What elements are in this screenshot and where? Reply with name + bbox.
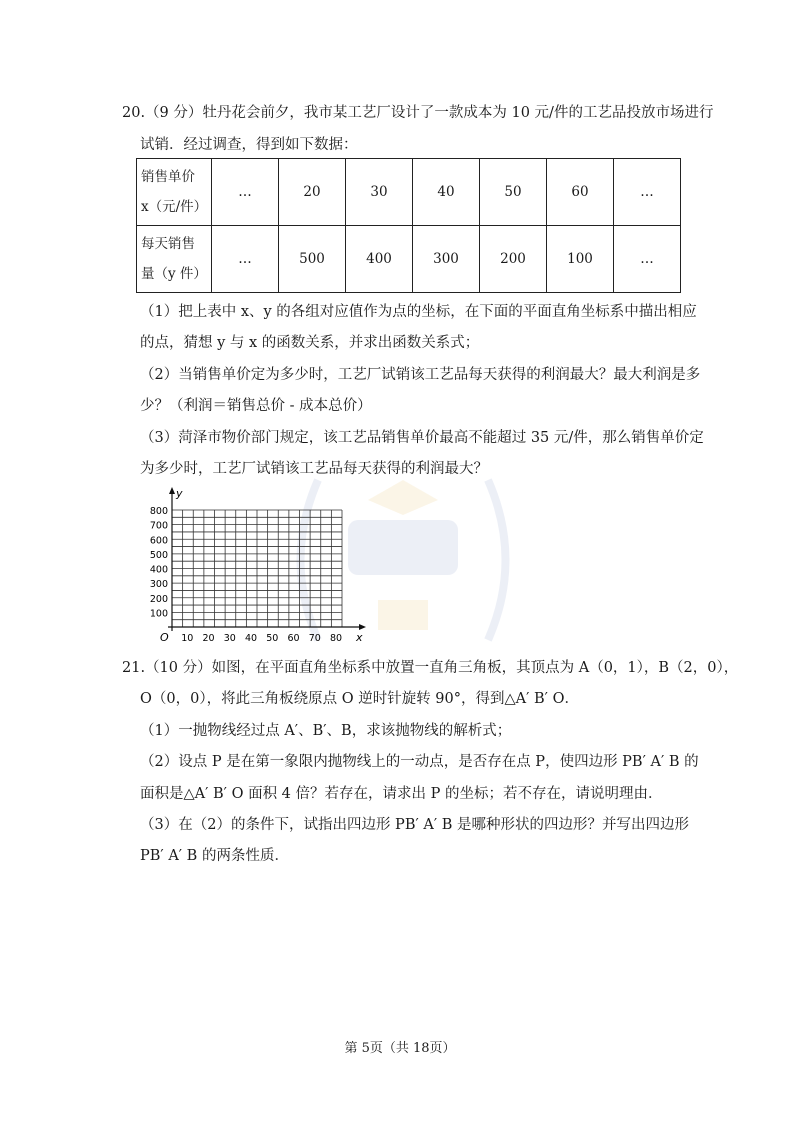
table-cell: 60 <box>547 159 614 226</box>
y-tick-label: 400 <box>149 564 168 576</box>
table-cell: 30 <box>346 159 413 226</box>
q21-part2-line-1: （2）设点 P 是在第一象限内抛物线上的一动点，是否存在点 P，使四边形 PB′ A′ B 的 <box>140 754 699 770</box>
table-cell: … <box>212 226 279 293</box>
x-tick-label: 50 <box>266 633 279 644</box>
table-cell: … <box>614 159 681 226</box>
q20-stem-line-2: 试销．经过调查，得到如下数据： <box>140 137 358 153</box>
q21-stem-line-1: 21.（10 分）如图，在平面直角坐标系中放置一直角三角板，其顶点为 A（0，1），B（2，0）， <box>122 660 739 676</box>
y-tick-label: 800 <box>149 506 168 517</box>
y-tick-label: 700 <box>149 520 168 532</box>
table-cell: 40 <box>413 159 480 226</box>
q20-stem-line-1: 20.（9 分）牡丹花会前夕，我市某工艺厂设计了一款成本为 10 元/件的工艺品投放市场进行 <box>122 105 714 121</box>
x-tick-label: 60 <box>287 633 300 644</box>
table-cell: 200 <box>480 226 547 293</box>
y-axis-label: y <box>176 487 183 500</box>
page-number: 第 5页（共 18页） <box>344 1041 456 1056</box>
y-tick-label: 300 <box>149 579 168 591</box>
y-tick-label: 200 <box>149 593 168 605</box>
q21-part2-line-2: 面积是△A′ B′ O 面积 4 倍？若存在，请求出 P 的坐标；若不存在，请说明理由． <box>140 786 663 802</box>
table-cell: … <box>614 226 681 293</box>
q21-part1: （1）一抛物线经过点 A′、B′、B，求该抛物线的解析式； <box>140 723 512 739</box>
table-cell: 50 <box>480 159 547 226</box>
table-cell: … <box>212 159 279 226</box>
x-tick-label: 20 <box>202 633 215 644</box>
q20-data-table <box>136 158 681 293</box>
y-tick-label: 100 <box>149 608 168 620</box>
table-cell: 20 <box>279 159 346 226</box>
y-axis-arrow-icon <box>169 487 175 494</box>
price-header-line-1: 销售单价 <box>141 169 195 185</box>
x-tick-labels <box>181 633 342 644</box>
sales-header-cell <box>137 226 212 293</box>
q20-part3-line-2: 为多少时，工艺厂试销该工艺品每天获得的利润最大？ <box>140 461 488 477</box>
q20-part2-line-2: 少？（利润＝销售总价 - 成本总价） <box>140 398 372 414</box>
table-row-price <box>137 159 681 226</box>
table-cell: 400 <box>346 226 413 293</box>
x-tick-label: 10 <box>181 633 194 644</box>
table-cell: 100 <box>547 226 614 293</box>
table-cell: 500 <box>279 226 346 293</box>
y-tick-label: 600 <box>149 535 168 547</box>
grid-lines <box>172 510 342 627</box>
q20-part1-line-2: 的点，猜想 y 与 x 的函数关系，并求出函数关系式； <box>140 335 480 351</box>
price-header-line-2: x（元/件） <box>141 199 208 215</box>
sales-header-line-2: 量（y 件） <box>141 266 207 282</box>
sales-header-line-1: 每天销售 <box>141 236 195 252</box>
x-tick-label: 80 <box>329 633 343 644</box>
x-axis-arrow-icon <box>359 624 366 630</box>
origin-label: O <box>160 631 169 644</box>
q20-part2-line-1: （2）当销售单价定为多少时，工艺厂试销该工艺品每天获得的利润最大？最大利润是多 <box>140 367 701 383</box>
q21-part3-line-1: （3）在（2）的条件下，试指出四边形 PB′ A′ B 是哪种形状的四边形？并写出四边形 <box>140 817 690 833</box>
q21-stem-line-2: O（0，0），将此三角板绕原点 O 逆时针旋转 90°，得到△A′ B′ O． <box>140 691 579 707</box>
q21-part3-line-2: PB′ A′ B 的两条性质． <box>140 848 289 864</box>
coordinate-grid <box>140 485 380 650</box>
x-axis-label: x <box>356 631 363 644</box>
x-tick-label: 30 <box>223 633 236 644</box>
price-header-cell <box>137 159 212 226</box>
y-tick-label: 500 <box>149 549 168 561</box>
table-row-sales <box>137 226 681 293</box>
q20-part3-line-1: （3）菏泽市物价部门规定，该工艺品销售单价最高不能超过 35 元/件，那么销售单价定 <box>140 430 704 446</box>
x-tick-label: 70 <box>308 633 321 644</box>
y-tick-labels <box>150 506 168 619</box>
x-tick-label: 40 <box>244 633 258 644</box>
table-cell: 300 <box>413 226 480 293</box>
q20-part1-line-1: （1）把上表中 x、y 的各组对应值作为点的坐标，在下面的平面直角坐标系中描出相应 <box>140 304 697 320</box>
